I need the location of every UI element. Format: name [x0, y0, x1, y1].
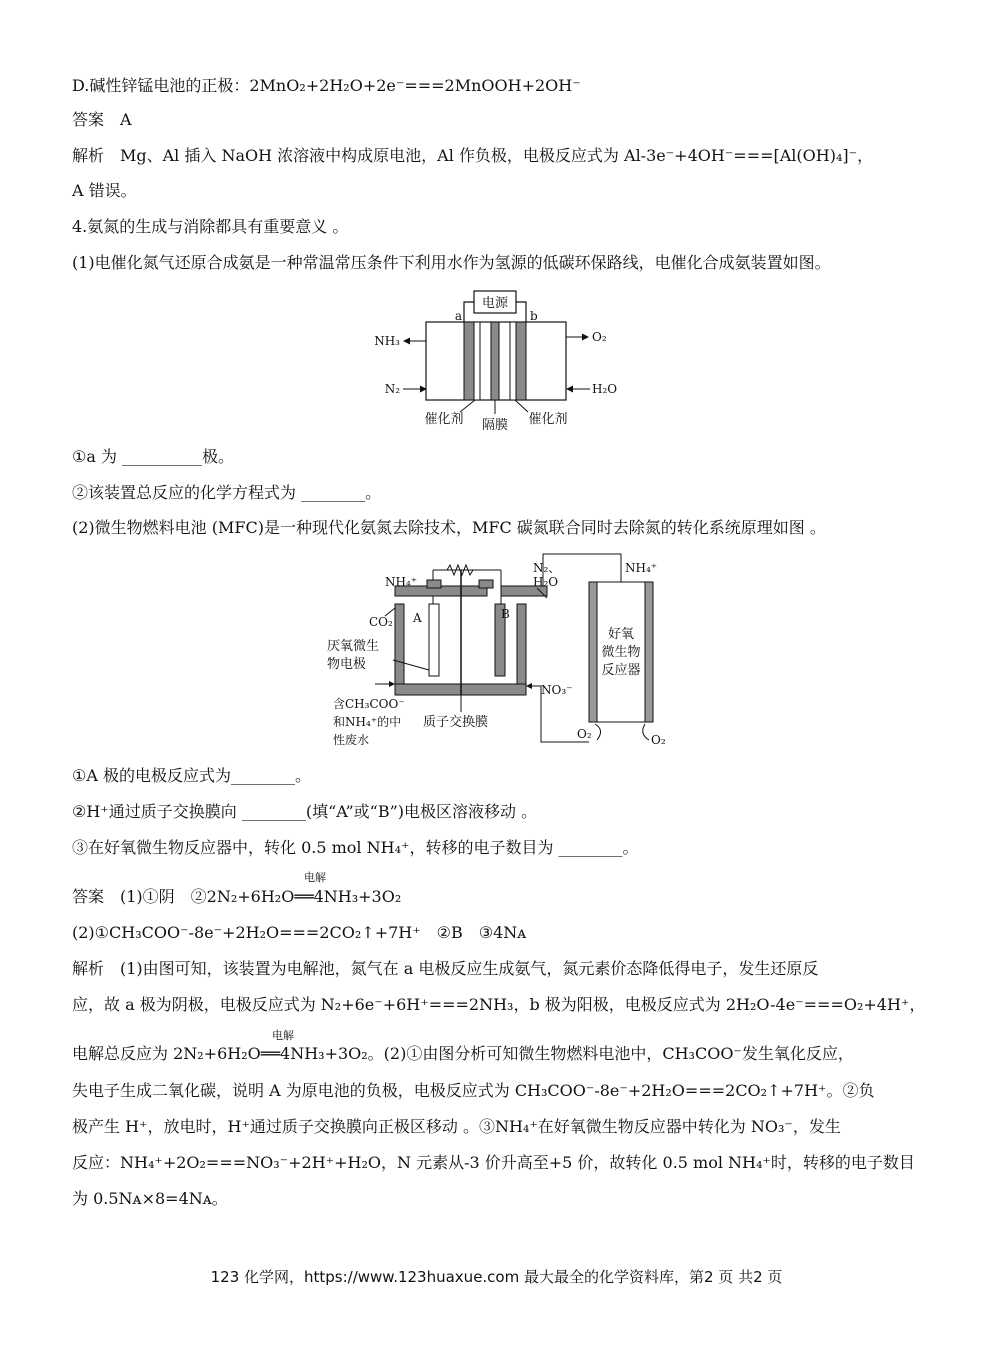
label-b: B [501, 607, 510, 621]
analysis-4-line3: 电解总反应为 2N₂+6H₂O══4NH₃+3O₂。(2)①由图分析可知微生物燃料电池中，CH₃COO⁻发生氧化反应， [72, 1044, 854, 1063]
label-a: a [454, 309, 462, 323]
answer-3: 答案 A [72, 110, 132, 129]
nh4-right-label: NH₄⁺ [625, 561, 658, 575]
catalyst-right-label: 催化剂 [528, 412, 568, 427]
catalyst-left-label: 催化剂 [424, 412, 464, 427]
label-b: b [530, 309, 538, 323]
reactor-label-3: 反应器 [601, 663, 641, 678]
q1-blank-2: ②该装置总反应的化学方程式为 ________。 [72, 483, 382, 502]
lid-tab-left [427, 580, 441, 588]
n2-label: N₂ [384, 382, 400, 396]
electrode-b [516, 322, 526, 400]
wall-right [517, 604, 526, 684]
analysis-4-line7: 为 0.5Nᴀ×8=4Nᴀ。 [72, 1189, 228, 1208]
membrane [491, 322, 499, 400]
catalyst-left [474, 322, 480, 400]
analysis-4-line2: 应，故 a 极为阴极，电极反应式为 N₂+6e⁻+6H⁺===2NH₃，b 极为阳极，电极反应式为 2H₂O-4e⁻===O₂+4H⁺， [72, 995, 926, 1014]
no3-arrowhead [526, 683, 532, 689]
analysis-3-line2: A 错误。 [72, 181, 137, 200]
electrode-a [429, 604, 439, 676]
analysis-3-line1: 解析 Mg、Al 插入 NaOH 浓溶液中构成原电池，Al 作负极，电极反应式为 Al-3e⁻+4OH⁻===[Al(OH)₄]⁻， [72, 146, 874, 165]
pointer-cat-left [460, 400, 475, 412]
wall-left [395, 604, 404, 684]
co2-label: CO₂ [369, 615, 393, 629]
q1-blank-1: ①a 为 __________极。 [72, 447, 235, 466]
page-footer: 123 化学网，https://www.123huaxue.com 最大最全的化学资料库，第2 页 共2 页 [210, 1268, 783, 1286]
lid-tab-right [479, 580, 493, 588]
nh4-top-label: NH₄⁺ [385, 575, 418, 589]
o2-left-label: O₂ [577, 727, 592, 741]
question-4-title: 4.氨氮的生成与消除都具有重要意义 。 [72, 217, 349, 236]
o2-right-arrow [643, 724, 649, 740]
anaerobic-label-1: 厌氧微生 [327, 639, 380, 654]
n2-h2o-label-2: H₂O [533, 575, 559, 589]
catalyst-right [510, 322, 516, 400]
pointer-cat-right [515, 400, 528, 412]
mfc-diagram [325, 552, 685, 756]
answer-4-line1: 答案 (1)①阴 ②2N₂+6H₂O══4NH₃+3O₂ [72, 887, 402, 906]
o2-left-arrow [595, 724, 601, 740]
o2-right-label: O₂ [651, 733, 666, 747]
o2-label: O₂ [592, 330, 607, 344]
question-4-part2: (2)微生物燃料电池 (MFC)是一种现代化氨氮去除技术，MFC 碳氮联合同时去除氮的转化系统原理如图 。 [72, 518, 826, 537]
inlet-arrowhead [389, 681, 395, 687]
label-a: A [413, 611, 422, 625]
no3-label: NO₃⁻ [541, 683, 573, 697]
analysis-4-line5: 极产生 H⁺，放电时，H⁺通过质子交换膜向正极区移动 。③NH₄⁺在好氧微生物反应器中转化为 NO₃⁻，发生 [72, 1117, 841, 1136]
analysis-4-line4: 失电子生成二氧化碳，说明 A 为原电池的负极，电极反应式为 CH₃COO⁻-8e⁻+2H₂O===2CO₂↑+7H⁺。②负 [72, 1081, 875, 1100]
electrolysis-condition-1: 电解 [304, 871, 326, 884]
q2-blank-2: ②H⁺通过质子交换膜向 ________(填“A”或“B”)电极区溶液移动 。 [72, 802, 538, 821]
question-4-part1: (1)电催化氮气还原合成氨是一种常温常压条件下利用水作为氢源的低碳环保路线，电催化合成氨装置如图。 [72, 253, 831, 272]
nh3-arrowhead [403, 338, 410, 345]
waste-label-1: 含CH₃COO⁻ [333, 697, 405, 711]
n2-h2o-label-1: N₂、 [533, 561, 561, 575]
option-d: D.碱性锌锰电池的正极：2MnO₂+2H₂O+2e⁻===2MnOOH+2OH⁻ [72, 76, 581, 95]
h2o-label: H₂O [592, 382, 618, 396]
power-source-label: 电源 [481, 296, 509, 311]
waste-label-2: 和NH₄⁺的中 [333, 715, 402, 729]
pem-label: 质子交换膜 [423, 715, 489, 730]
electrode-a [464, 322, 474, 400]
q2-blank-1: ①A 极的电极反应式为________。 [72, 766, 311, 785]
membrane-label: 隔膜 [481, 418, 509, 433]
reactor-label-2: 微生物 [601, 645, 641, 660]
wire-b [516, 302, 526, 322]
h2o-arrowhead [566, 386, 573, 393]
o2-arrowhead [582, 334, 589, 341]
answer-4-line2: (2)①CH₃COO⁻-8e⁻+2H₂O===2CO₂↑+7H⁺ ②B ③4Nᴀ [72, 923, 527, 942]
wire-a [464, 302, 474, 322]
electrolysis-diagram [374, 288, 618, 434]
reactor-label-1: 好氧 [607, 627, 635, 642]
electrolysis-condition-2: 电解 [272, 1029, 294, 1042]
analysis-4-line1: 解析 (1)由图可知，该装置为电解池，氮气在 a 电极反应生成氨气，氮元素价态降低得电子，发生还原反 [72, 959, 819, 978]
analysis-4-line6: 反应：NH₄⁺+2O₂===NO₃⁻+2H⁺+H₂O，N 元素从-3 价升高至+5 价，故转化 0.5 mol NH₄⁺时，转移的电子数目 [72, 1153, 915, 1172]
q2-blank-3: ③在好氧微生物反应器中，转化 0.5 mol NH₄⁺，转移的电子数目为 ________。 [72, 838, 639, 857]
waste-label-3: 性废水 [333, 733, 370, 747]
nh3-label: NH₃ [374, 334, 400, 348]
anaerobic-label-2: 物电极 [327, 657, 367, 672]
